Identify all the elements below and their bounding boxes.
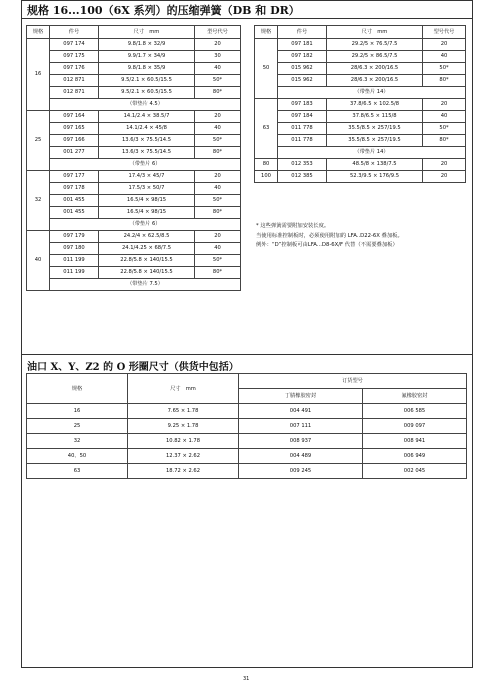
- spring-table-right: [254, 25, 466, 183]
- part-number-cell: 097 178: [50, 183, 99, 195]
- dimension-cell: 10.82 × 1.78: [128, 434, 239, 449]
- table-row: [27, 231, 241, 243]
- model-code-cell: 40: [423, 111, 466, 123]
- dimension-cell: 24.2/4 × 62.5/8.5: [99, 231, 195, 243]
- model-code-cell: 50*: [423, 123, 466, 135]
- col-part-header: 件号: [278, 26, 327, 39]
- table-row: [27, 51, 241, 63]
- model-code-cell: 20: [423, 171, 466, 183]
- part-number-cell: 001 455: [50, 207, 99, 219]
- spring-table-left: [26, 25, 241, 291]
- table-row: [27, 449, 467, 464]
- spring-table-title: 规格 16...100（6X 系列）的压缩弹簧（DB 和 DR）: [27, 4, 300, 17]
- part-number-cell: 011 199: [50, 255, 99, 267]
- dimension-cell: 16.5/4 × 98/15: [99, 195, 195, 207]
- table-row: [27, 404, 467, 419]
- fkm-seal-cell: 002 045: [363, 464, 467, 479]
- part-number-cell: 012 871: [50, 87, 99, 99]
- part-number-cell: 012 385: [278, 171, 327, 183]
- size-cell: 25: [27, 419, 128, 434]
- table-row: [27, 207, 241, 219]
- fkm-seal-cell: 006 949: [363, 449, 467, 464]
- note-line: * 这些弹簧需要附加安装长度。: [256, 223, 330, 229]
- model-code-cell: 40: [195, 183, 241, 195]
- model-code-cell: 20: [423, 159, 466, 171]
- dimension-cell: 17.5/3 × 50/7: [99, 183, 195, 195]
- table-row: [27, 434, 467, 449]
- table-row: [255, 99, 466, 111]
- nbr-seal-cell: 004 491: [239, 404, 363, 419]
- shim-note-cell: （带垫片 4.5）: [50, 99, 241, 111]
- model-code-cell: 20: [195, 171, 241, 183]
- table-row: [255, 111, 466, 123]
- dimension-cell: 7.65 × 1.78: [128, 404, 239, 419]
- table-row: [255, 39, 466, 51]
- table-row: [255, 51, 466, 63]
- part-number-cell: 097 175: [50, 51, 99, 63]
- dimension-cell: 9.5/2.1 × 60.5/15.5: [99, 75, 195, 87]
- part-number-cell: 015 962: [278, 63, 327, 75]
- size-cell: 40、50: [27, 449, 128, 464]
- col-nbr-header: 丁腈橡胶密封: [239, 389, 363, 404]
- dimension-cell: 37.8/6.5 × 102.5/8: [327, 99, 423, 111]
- table-row: [27, 255, 241, 267]
- col-dimension-header: 尺寸 mm: [99, 26, 195, 39]
- part-number-cell: 097 174: [50, 39, 99, 51]
- model-code-cell: 50*: [195, 255, 241, 267]
- part-number-cell: 012 353: [278, 159, 327, 171]
- nbr-seal-cell: 007 111: [239, 419, 363, 434]
- table-row: [255, 171, 466, 183]
- shim-row: [27, 99, 241, 111]
- table-row: [255, 75, 466, 87]
- model-code-cell: 50*: [195, 135, 241, 147]
- model-code-cell: 50*: [423, 63, 466, 75]
- shim-note-cell: （带垫片 6）: [50, 219, 241, 231]
- table-row: [27, 111, 241, 123]
- part-number-cell: 011 778: [278, 135, 327, 147]
- part-number-cell: 097 181: [278, 39, 327, 51]
- dimension-cell: 9.5/2.1 × 60.5/15.5: [99, 87, 195, 99]
- dimension-cell: 28/6.3 × 200/16.5: [327, 75, 423, 87]
- part-number-cell: 097 164: [50, 111, 99, 123]
- size-cell: 25: [27, 111, 50, 171]
- shim-row: [27, 219, 241, 231]
- nbr-seal-cell: 008 937: [239, 434, 363, 449]
- table-row: [27, 63, 241, 75]
- part-number-cell: 097 179: [50, 231, 99, 243]
- model-code-cell: 20: [195, 231, 241, 243]
- dimension-cell: 13.6/3 × 75.5/14.5: [99, 135, 195, 147]
- table-row: [27, 195, 241, 207]
- dimension-cell: 9.8/1.8 × 35/9: [99, 63, 195, 75]
- table-row: [27, 243, 241, 255]
- dimension-cell: 9.8/1.8 × 32/9: [99, 39, 195, 51]
- oring-table-title: 油口 X、Y、Z2 的 O 形圈尺寸（供货中包括）: [27, 362, 239, 373]
- size-cell: 32: [27, 171, 50, 231]
- shim-note-cell: （带垫片 14）: [278, 147, 466, 159]
- table-row: [255, 123, 466, 135]
- fkm-seal-cell: 006 585: [363, 404, 467, 419]
- part-number-cell: 097 183: [278, 99, 327, 111]
- nbr-seal-cell: 004 489: [239, 449, 363, 464]
- model-code-cell: 30: [195, 51, 241, 63]
- shim-row: [255, 147, 466, 159]
- size-cell: 80: [255, 159, 278, 171]
- shim-note-cell: （带垫片 7.5）: [50, 279, 241, 291]
- part-number-cell: 097 182: [278, 51, 327, 63]
- col-size-header: 规格: [27, 374, 128, 404]
- title-divider: [21, 18, 473, 19]
- table-row: [27, 183, 241, 195]
- part-number-cell: 001 455: [50, 195, 99, 207]
- model-code-cell: 20: [423, 39, 466, 51]
- table-row: [27, 135, 241, 147]
- table-row: [27, 464, 467, 479]
- table-row: [255, 135, 466, 147]
- model-code-cell: 40: [423, 51, 466, 63]
- shim-row: [255, 87, 466, 99]
- section-divider: [21, 354, 473, 355]
- size-cell: 32: [27, 434, 128, 449]
- dimension-cell: 16.5/4 × 98/15: [99, 207, 195, 219]
- size-cell: 63: [27, 464, 128, 479]
- table-row: [255, 159, 466, 171]
- size-cell: 100: [255, 171, 278, 183]
- model-code-cell: 80*: [423, 135, 466, 147]
- model-code-cell: 80*: [195, 87, 241, 99]
- part-number-cell: 001 277: [50, 147, 99, 159]
- part-number-cell: 097 184: [278, 111, 327, 123]
- fkm-seal-cell: 009 097: [363, 419, 467, 434]
- part-number-cell: 097 165: [50, 123, 99, 135]
- model-code-cell: 40: [195, 123, 241, 135]
- note-line: 例外：“D”控制板可由LFA...D8-6X/F 代替（不需要叠加板）: [256, 242, 398, 248]
- dimension-cell: 37.8/6.5 × 115/8: [327, 111, 423, 123]
- dimension-cell: 48.5/8 × 138/7.5: [327, 159, 423, 171]
- note-line: 当使用标准控制板时，必须使用附加的 LFA..D22-6X 叠加板。: [256, 232, 403, 239]
- part-number-cell: 097 177: [50, 171, 99, 183]
- dimension-cell: 22.8/5.8 × 140/15.5: [99, 267, 195, 279]
- oring-table: [26, 373, 467, 479]
- part-number-cell: 012 871: [50, 75, 99, 87]
- table-row: [27, 123, 241, 135]
- shim-row: [27, 159, 241, 171]
- table-row: [255, 63, 466, 75]
- size-cell: 16: [27, 404, 128, 419]
- model-code-cell: 40: [195, 243, 241, 255]
- col-model-header: 型号代号: [423, 26, 466, 39]
- model-code-cell: 50*: [195, 195, 241, 207]
- size-cell: 16: [27, 39, 50, 111]
- dimension-cell: 29.2/5 × 76.5/7.5: [327, 39, 423, 51]
- model-code-cell: 20: [423, 99, 466, 111]
- dimension-cell: 13.6/3 × 75.5/14.5: [99, 147, 195, 159]
- dimension-cell: 52.3/9.5 × 176/9.5: [327, 171, 423, 183]
- col-size-header: 规格: [255, 26, 278, 39]
- part-number-cell: 015 962: [278, 75, 327, 87]
- dimension-cell: 14.1/2.4 × 45/8: [99, 123, 195, 135]
- dimension-cell: 18.72 × 2.62: [128, 464, 239, 479]
- table-row: [27, 87, 241, 99]
- table-row: [27, 171, 241, 183]
- model-code-cell: 20: [195, 111, 241, 123]
- size-cell: 40: [27, 231, 50, 291]
- dimension-cell: 9.25 × 1.78: [128, 419, 239, 434]
- model-code-cell: 80*: [195, 207, 241, 219]
- col-dimension-header: 尺寸 mm: [128, 374, 239, 404]
- table-row: [27, 419, 467, 434]
- dimension-cell: 14.1/2.4 × 38.5/7: [99, 111, 195, 123]
- part-number-cell: 097 176: [50, 63, 99, 75]
- part-number-cell: 097 166: [50, 135, 99, 147]
- dimension-cell: 24.1/4.25 × 68/7.5: [99, 243, 195, 255]
- model-code-cell: 50*: [195, 75, 241, 87]
- model-code-cell: 40: [195, 63, 241, 75]
- page-number: 31: [243, 676, 250, 682]
- table-row: [27, 39, 241, 51]
- dimension-cell: 35.5/8.5 × 257/19.5: [327, 135, 423, 147]
- shim-note-cell: （带垫片 6）: [50, 159, 241, 171]
- dimension-cell: 17.4/3 × 45/7: [99, 171, 195, 183]
- dimension-cell: 29.2/5 × 86.5/7.5: [327, 51, 423, 63]
- shim-note-cell: （带垫片 14）: [278, 87, 466, 99]
- table-row: [27, 267, 241, 279]
- model-code-cell: 80*: [423, 75, 466, 87]
- table-row: [27, 75, 241, 87]
- col-model-header: 型号代号: [195, 26, 241, 39]
- dimension-cell: 22.8/5.8 × 140/15.5: [99, 255, 195, 267]
- part-number-cell: 097 180: [50, 243, 99, 255]
- dimension-cell: 28/6.3 × 200/16.5: [327, 63, 423, 75]
- fkm-seal-cell: 008 941: [363, 434, 467, 449]
- col-part-header: 件号: [50, 26, 99, 39]
- size-cell: 63: [255, 99, 278, 159]
- nbr-seal-cell: 009 245: [239, 464, 363, 479]
- dimension-cell: 9.9/1.7 × 34/9: [99, 51, 195, 63]
- model-code-cell: 80*: [195, 267, 241, 279]
- part-number-cell: 011 778: [278, 123, 327, 135]
- dimension-cell: 12.37 × 2.62: [128, 449, 239, 464]
- size-cell: 50: [255, 39, 278, 99]
- part-number-cell: 011 199: [50, 267, 99, 279]
- col-dimension-header: 尺寸 mm: [327, 26, 423, 39]
- dimension-cell: 35.5/8.5 × 257/19.5: [327, 123, 423, 135]
- table-row: [27, 147, 241, 159]
- col-size-header: 规格: [27, 26, 50, 39]
- model-code-cell: 20: [195, 39, 241, 51]
- spring-notes: [256, 222, 403, 251]
- shim-row: [27, 279, 241, 291]
- col-fkm-header: 氟橡胶密封: [363, 389, 467, 404]
- col-order-group-header: 订货型号: [239, 374, 467, 389]
- model-code-cell: 80*: [195, 147, 241, 159]
